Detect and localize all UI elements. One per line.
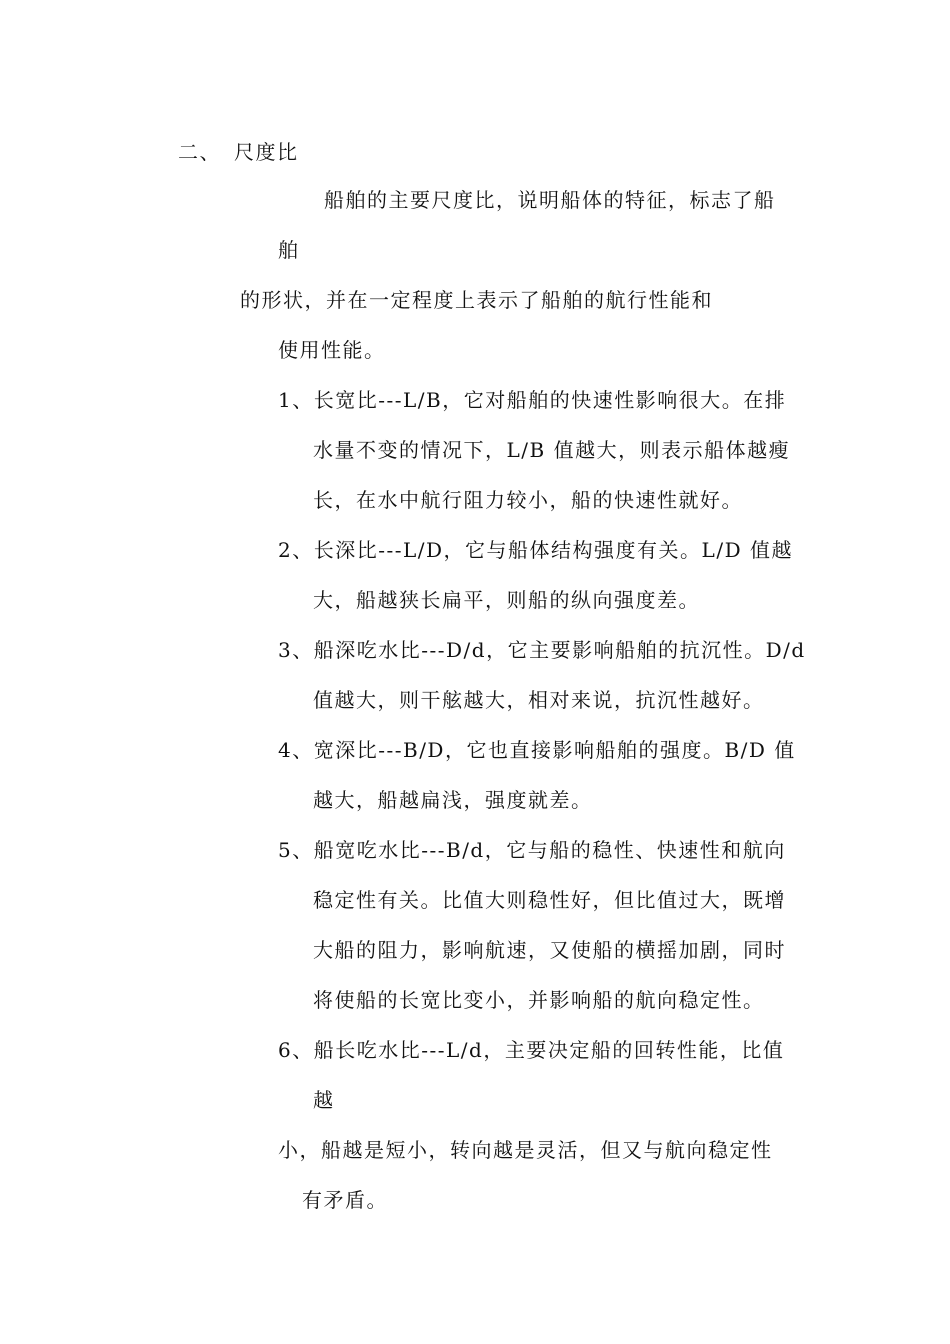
intro-line: 使用性能。 <box>278 338 386 362</box>
list-item-4-line: 越大，船越扁浅，强度就差。 <box>313 788 593 812</box>
list-item-5-line: 将使船的长宽比变小，并影响船的航向稳定性。 <box>313 988 765 1012</box>
list-item-3-line: 3、船深吃水比---D/d，它主要影响船舶的抗沉性。D/d <box>278 638 806 662</box>
list-item-2-line: 大，船越狭长扁平，则船的纵向强度差。 <box>313 588 700 612</box>
list-item-6-line: 小，船越是短小，转向越是灵活，但又与航向稳定性 <box>278 1138 773 1162</box>
list-item-1-line: 长，在水中航行阻力较小，船的快速性就好。 <box>313 488 743 512</box>
list-item-2-line: 2、长深比---L/D，它与船体结构强度有关。L/D 值越 <box>278 538 793 562</box>
list-item-1-line: 水量不变的情况下，L/B 值越大，则表示船体越瘦 <box>313 438 791 462</box>
list-item-6-line: 6、船长吃水比---L/d，主要决定船的回转性能，比值 <box>278 1038 785 1062</box>
section-title: 尺度比 <box>234 140 299 164</box>
intro-line: 船舶的主要尺度比，说明船体的特征，标志了船 <box>324 188 776 212</box>
intro-line: 的形状，并在一定程度上表示了船舶的航行性能和 <box>240 288 713 312</box>
list-item-6-line: 有矛盾。 <box>302 1188 388 1212</box>
list-item-6-line: 越 <box>313 1088 335 1112</box>
section-number: 二、 <box>178 140 221 164</box>
list-item-5-line: 5、船宽吃水比---B/d，它与船的稳性、快速性和航向 <box>278 838 786 862</box>
list-item-4-line: 4、宽深比---B/D，它也直接影响船舶的强度。B/D 值 <box>278 738 796 762</box>
list-item-3-line: 值越大，则干舷越大，相对来说，抗沉性越好。 <box>313 688 765 712</box>
list-item-1-line: 1、长宽比---L/B，它对船舶的快速性影响很大。在排 <box>278 388 787 412</box>
intro-line: 舶 <box>278 238 300 262</box>
list-item-5-line: 大船的阻力，影响航速，又使船的横摇加剧，同时 <box>313 938 786 962</box>
list-item-5-line: 稳定性有关。比值大则稳性好，但比值过大，既增 <box>313 888 786 912</box>
